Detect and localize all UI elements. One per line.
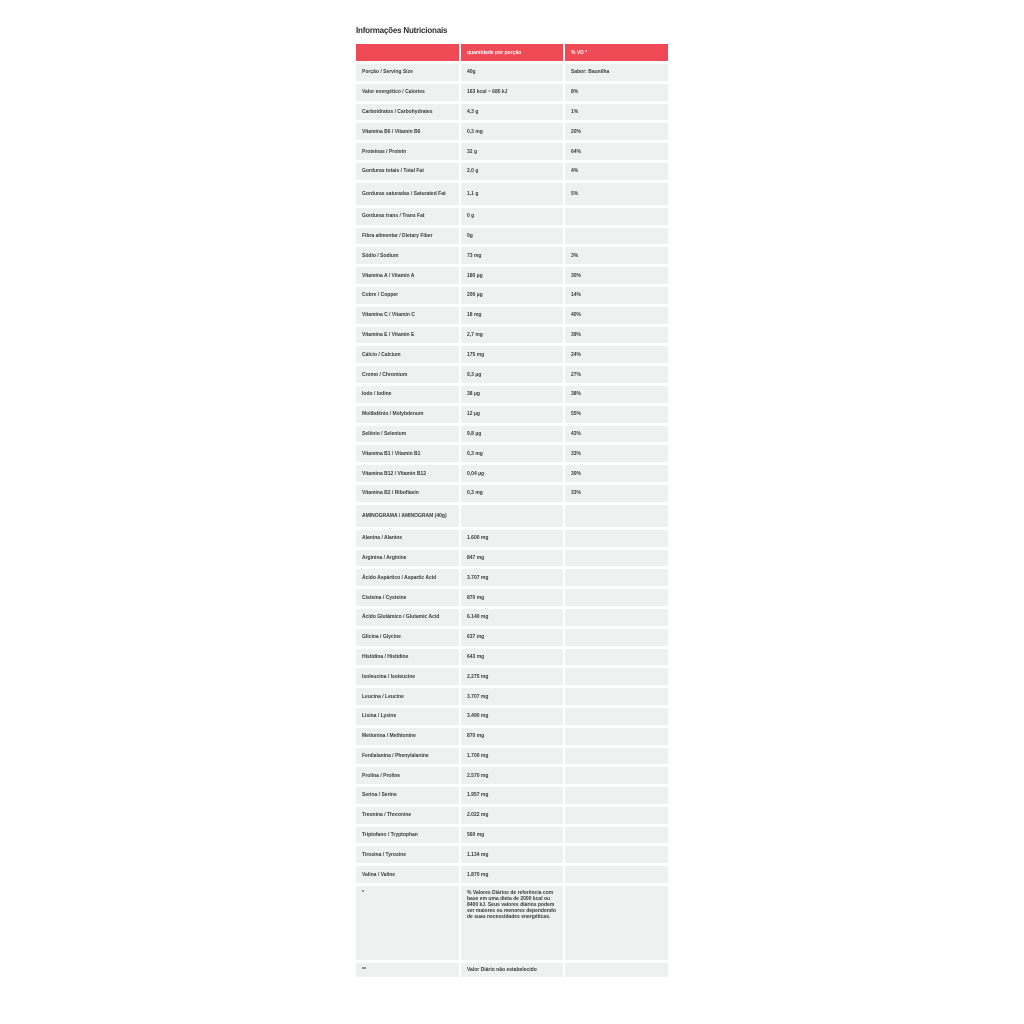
table-row — [356, 163, 668, 180]
nutrient-cell: Porção / Serving Size — [356, 64, 461, 81]
table-row — [356, 866, 668, 883]
nutrient-cell: Vitamina B1 / Vitamin B1 — [356, 445, 461, 462]
table-row — [356, 267, 668, 284]
nutrient-cell: Ácido Aspártico / Aspartic Acid — [356, 569, 461, 586]
daily-value-cell: 33% — [565, 445, 668, 462]
nutrient-cell: Fibra alimentar / Dietary Fiber — [356, 228, 461, 245]
quantity-cell: 870 mg — [461, 589, 565, 606]
quantity-cell: 12 µg — [461, 406, 565, 423]
table-row — [356, 386, 668, 403]
daily-value-cell: 43% — [565, 426, 668, 443]
footnote-text: % Valores Diários de referência com base em uma dieta de 2000 kcal ou 8400 kJ. Seus valores diários podem ser maiores ou menores dependendo de suas necessidades energéticas. — [461, 886, 565, 960]
nutrient-cell: Ácido Glutâmico / Glutamic Acid — [356, 609, 461, 626]
table-row — [356, 668, 668, 685]
daily-value-cell — [565, 767, 668, 784]
table-row — [356, 748, 668, 765]
quantity-cell: 1,1 g — [461, 183, 565, 205]
quantity-cell: 0,3 mg — [461, 123, 565, 140]
table-row — [356, 846, 668, 863]
nutrient-cell: Cálcio / Calcium — [356, 346, 461, 363]
nutrient-cell: Serina / Serine — [356, 787, 461, 804]
quantity-cell: 1.134 mg — [461, 846, 565, 863]
daily-value-cell: 27% — [565, 366, 668, 383]
page-title: Informações Nutricionais — [356, 26, 448, 35]
daily-value-cell — [565, 688, 668, 705]
daily-value-cell — [565, 228, 668, 245]
quantity-cell: 3.707 mg — [461, 688, 565, 705]
quantity-cell: 0 g — [461, 208, 565, 225]
quantity-cell: 9,3 µg — [461, 366, 565, 383]
table-row — [356, 64, 668, 81]
nutrient-cell: Molibdênio / Molybdenum — [356, 406, 461, 423]
daily-value-cell: 14% — [565, 287, 668, 304]
quantity-cell: 163 kcal ~ 685 kJ — [461, 84, 565, 101]
daily-value-cell — [565, 866, 668, 883]
quantity-cell: 2,0 g — [461, 163, 565, 180]
daily-value-cell: 55% — [565, 406, 668, 423]
quantity-cell: 1.957 mg — [461, 787, 565, 804]
header-nutrient — [356, 44, 461, 61]
daily-value-cell: 40% — [565, 307, 668, 324]
quantity-cell: 200 µg — [461, 287, 565, 304]
nutrient-cell: Carboidratos / Carbohydrates — [356, 104, 461, 121]
daily-value-cell — [565, 649, 668, 666]
table-header-row — [356, 44, 668, 61]
nutrient-cell: Gorduras trans / Trans Fat — [356, 208, 461, 225]
daily-value-cell — [565, 748, 668, 765]
table-row — [356, 445, 668, 462]
table-row — [356, 688, 668, 705]
quantity-cell: 40g — [461, 64, 565, 81]
table-row — [356, 228, 668, 245]
nutrient-cell: Gorduras saturadas / Saturated Fat — [356, 183, 461, 205]
quantity-cell — [461, 505, 565, 527]
quantity-cell: 3.490 mg — [461, 708, 565, 725]
table-row — [356, 426, 668, 443]
footnote-empty — [565, 963, 668, 977]
table-row — [356, 629, 668, 646]
daily-value-cell: 4% — [565, 163, 668, 180]
nutrient-cell: Valor energético / Calories — [356, 84, 461, 101]
quantity-cell: 0,04 µg — [461, 465, 565, 482]
nutrient-cell: Triptofano / Tryptophan — [356, 827, 461, 844]
table-row — [356, 366, 668, 383]
daily-value-cell: 33% — [565, 485, 668, 502]
quantity-cell: 560 mg — [461, 827, 565, 844]
nutrient-cell: Histidina / Histidine — [356, 649, 461, 666]
quantity-cell: 18 mg — [461, 307, 565, 324]
daily-value-cell — [565, 609, 668, 626]
nutrient-cell: Cobre / Copper — [356, 287, 461, 304]
quantity-cell: 2.275 mg — [461, 668, 565, 685]
table-row — [356, 569, 668, 586]
footnote-mark: * — [356, 886, 461, 960]
quantity-cell: 643 mg — [461, 649, 565, 666]
quantity-cell: 847 mg — [461, 550, 565, 567]
daily-value-cell — [565, 505, 668, 527]
quantity-cell: 32 g — [461, 143, 565, 160]
nutrient-cell: Fenilalanina / Phenylalanine — [356, 748, 461, 765]
nutrient-cell: Vitamina B2 / Riboflavin — [356, 485, 461, 502]
table-row — [356, 208, 668, 225]
nutrient-cell: Lisina / Lysine — [356, 708, 461, 725]
quantity-cell: 2,7 mg — [461, 327, 565, 344]
quantity-cell: 1.600 mg — [461, 530, 565, 547]
nutrient-cell: Vitamina B6 / Vitamin B6 — [356, 123, 461, 140]
footnote-row — [356, 886, 668, 960]
footnote-text: Valor Diário não estabelecido — [461, 963, 565, 977]
table-row — [356, 247, 668, 264]
daily-value-cell: 24% — [565, 346, 668, 363]
daily-value-cell: 5% — [565, 183, 668, 205]
daily-value-cell — [565, 569, 668, 586]
table-row — [356, 807, 668, 824]
daily-value-cell — [565, 827, 668, 844]
daily-value-cell: 1% — [565, 104, 668, 121]
quantity-cell: 0g — [461, 228, 565, 245]
table-row — [356, 609, 668, 626]
daily-value-cell — [565, 530, 668, 547]
daily-value-cell: 8% — [565, 84, 668, 101]
table-row — [356, 84, 668, 101]
daily-value-cell — [565, 728, 668, 745]
daily-value-cell — [565, 708, 668, 725]
daily-value-cell — [565, 629, 668, 646]
nutrient-cell: Vitamina E / Vitamin E — [356, 327, 461, 344]
nutrient-cell: Iodo / Iodine — [356, 386, 461, 403]
nutrient-cell: Isoleucina / Isoleucine — [356, 668, 461, 685]
quantity-cell: 870 mg — [461, 728, 565, 745]
nutrient-cell: Vitamina B12 / Vitamin B12 — [356, 465, 461, 482]
daily-value-cell — [565, 550, 668, 567]
table-row — [356, 287, 668, 304]
nutrient-cell: Cisteína / Cysteine — [356, 589, 461, 606]
quantity-cell: 2.570 mg — [461, 767, 565, 784]
nutrient-cell: Tirosina / Tyrosine — [356, 846, 461, 863]
daily-value-cell: 3% — [565, 247, 668, 264]
daily-value-cell: 20% — [565, 123, 668, 140]
quantity-cell: 4,3 g — [461, 104, 565, 121]
header-daily-value: % VD * — [565, 44, 668, 61]
nutrient-cell: Treonina / Threonine — [356, 807, 461, 824]
nutrient-cell: Prolina / Proline — [356, 767, 461, 784]
daily-value-cell: 30% — [565, 465, 668, 482]
nutrient-cell: Valina / Valine — [356, 866, 461, 883]
daily-value-cell — [565, 807, 668, 824]
nutrient-cell: Gorduras totais / Total Fat — [356, 163, 461, 180]
daily-value-cell — [565, 208, 668, 225]
quantity-cell: 180 µg — [461, 267, 565, 284]
table-row — [356, 530, 668, 547]
table-body — [356, 64, 668, 977]
table-row — [356, 589, 668, 606]
table-row — [356, 465, 668, 482]
table-row — [356, 728, 668, 745]
table-row — [356, 827, 668, 844]
table-row — [356, 708, 668, 725]
quantity-cell: 175 mg — [461, 346, 565, 363]
nutrient-cell: Arginina / Arginine — [356, 550, 461, 567]
daily-value-cell: 39% — [565, 327, 668, 344]
nutrition-panel — [356, 24, 668, 980]
quantity-cell: 0,3 mg — [461, 445, 565, 462]
table-row — [356, 767, 668, 784]
nutrient-cell: Metionina / Methionine — [356, 728, 461, 745]
daily-value-cell: 64% — [565, 143, 668, 160]
nutrient-cell: Sódio / Sodium — [356, 247, 461, 264]
quantity-cell: 2.022 mg — [461, 807, 565, 824]
table-row — [356, 123, 668, 140]
quantity-cell: 6.140 mg — [461, 609, 565, 626]
nutrient-cell: Leucina / Leucine — [356, 688, 461, 705]
table-row — [356, 406, 668, 423]
quantity-cell: 637 mg — [461, 629, 565, 646]
footnote-empty — [565, 886, 668, 960]
header-quantity: quantidade por porção — [461, 44, 565, 61]
quantity-cell: 3.707 mg — [461, 569, 565, 586]
daily-value-cell — [565, 589, 668, 606]
table-row — [356, 550, 668, 567]
nutrition-table — [356, 41, 668, 980]
table-row — [356, 787, 668, 804]
table-row — [356, 485, 668, 502]
daily-value-cell — [565, 668, 668, 685]
table-row — [356, 327, 668, 344]
quantity-cell: 38 µg — [461, 386, 565, 403]
daily-value-cell: 30% — [565, 267, 668, 284]
quantity-cell: 0,3 mg — [461, 485, 565, 502]
nutrient-cell: Vitamina A / Vitamin A — [356, 267, 461, 284]
quantity-cell: 1.700 mg — [461, 748, 565, 765]
footnote-mark: ** — [356, 963, 461, 977]
nutrient-cell: Cromo / Chromium — [356, 366, 461, 383]
daily-value-cell: Sabor: Baunilha — [565, 64, 668, 81]
nutrient-cell: Proteínas / Protein — [356, 143, 461, 160]
nutrient-cell: Vitamina C / Vitamin C — [356, 307, 461, 324]
daily-value-cell — [565, 787, 668, 804]
table-row — [356, 649, 668, 666]
table-row — [356, 307, 668, 324]
nutrient-cell: AMINOGRAMA / AMINOGRAM (40g) — [356, 505, 461, 527]
table-row — [356, 104, 668, 121]
daily-value-cell — [565, 846, 668, 863]
quantity-cell: 73 mg — [461, 247, 565, 264]
table-row — [356, 183, 668, 205]
table-row — [356, 346, 668, 363]
quantity-cell: 9,8 µg — [461, 426, 565, 443]
footnote-row — [356, 963, 668, 977]
nutrient-cell: Selênio / Selenium — [356, 426, 461, 443]
daily-value-cell: 38% — [565, 386, 668, 403]
nutrient-cell: Alanina / Alanine — [356, 530, 461, 547]
table-row — [356, 505, 668, 527]
table-row — [356, 143, 668, 160]
nutrient-cell: Glicina / Glycine — [356, 629, 461, 646]
quantity-cell: 1.870 mg — [461, 866, 565, 883]
